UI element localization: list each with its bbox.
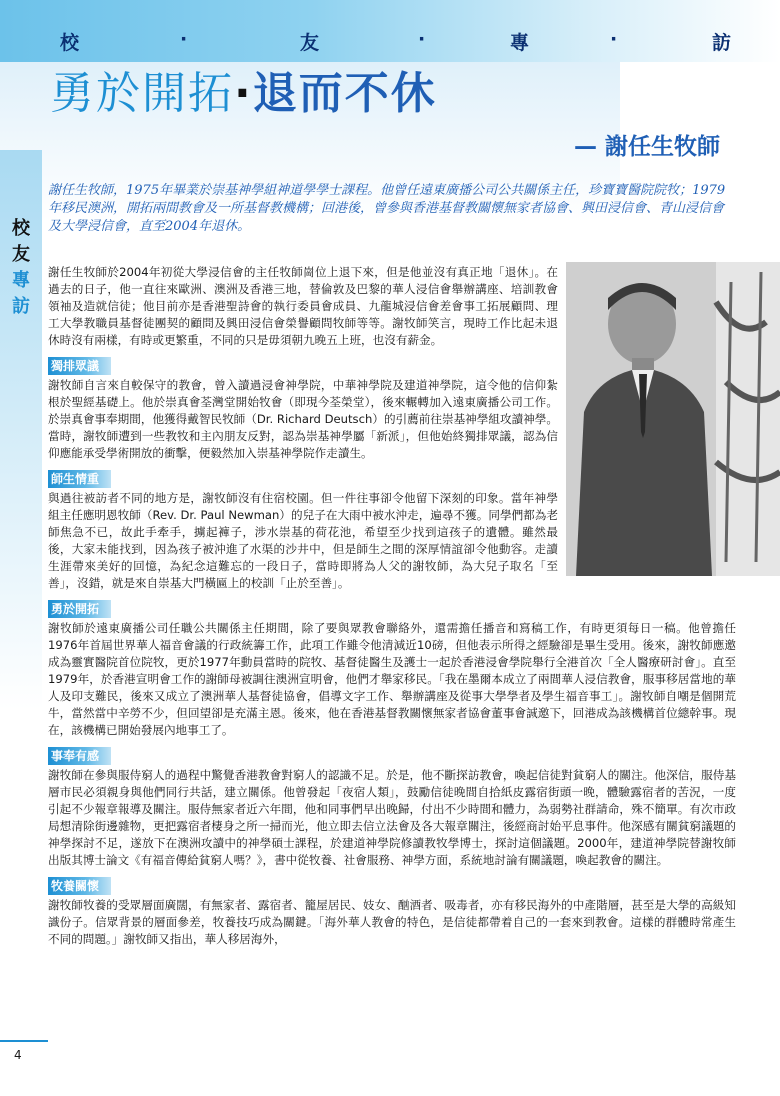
section-heading: 事奉有感 <box>48 747 111 765</box>
article-body <box>48 264 736 948</box>
section-paragraph: 謝牧師自言來自較保守的教會，曾入讀過浸會神學院，中華神學院及建道神學院，這令他的信仰紮根於聖經基礎上。他於崇真會荃灣堂開始牧會（即現今荃榮堂），後來輾轉加入遠東廣播公司工作。於崇真會事奉期間，他獲得戴智民牧師（Dr. Richard Deutsch）的引薦前往崇基神學組攻讀神學。當時，謝牧師遭到一些教牧和主內朋友反對，認為崇基神學屬「新派」，但他始終獨排眾議，認為信仰應能承受學術開放的衝擊，便毅然加入崇基神學院作走讀生。 <box>48 378 558 460</box>
section-heading: 牧養關懷 <box>48 877 111 895</box>
article-intro-paragraph: 謝任生牧師於2004年初從大學浸信會的主任牧師崗位上退下來，但是他並沒有真正地「退休」。在過去的日子，他一直往來歐洲、澳洲及香港三地，替倫敦及巴黎的華人浸信會舉辦講座、培訓教會領袖及造就信徒；他目前亦是香港聖詩會的執行委員會成員、九龍城浸信會差會事工拓展顧問、理工大學教職員基督徒團契的顧問及興田浸信會榮譽顧問牧師等等。謝牧師笑言，現時工作比起未退休時沒有兩樣，有時或更繁重，不同的只是毋須朝九晚五上班，也沒有薪金。 <box>48 265 558 347</box>
section-paragraph: 謝牧師在參與服侍窮人的過程中驚覺香港教會對窮人的認識不足。於是，他不斷探訪教會，喚起信徒對貧窮人的關注。他深信，服侍基層市民必須親身與他們同行共話，建立關係。他曾發起「夜宿人類」，鼓勵信徒晚間自拾紙皮露宿街頭一晚，體驗露宿者的苦況，一度引起不少報章報導及關注。服侍無家者近六年間，他和同事們早出晚歸，付出不少時間和體力，為弱勢社群請命，殊不簡單。有次市政局想清除街邊雜物，更把露宿者棲身之所一掃而光，他立即去信立法會及各大報章關注，後經商討始平息事件。他深感有關貧窮議題的神學探討不足，遂放下在澳洲攻讀中的神學碩士課程，於建道神學院修讀教牧學博士，探討這個議題。2000年，建道神學院替謝牧師出版其博士論文《有福音傳給貧窮人嗎？》，書中從牧養、社會服務、神學方面，系統地討論有關議題，喚起教會的關注。 <box>48 768 736 867</box>
column-title-char: 校 <box>60 32 80 54</box>
article-subtitle: — 謝任生牧師 <box>573 134 720 160</box>
intro-paragraph: 謝任生牧師，1975年畢業於崇基神學組神道學學士課程。他曾任遠東廣播公司公共關係主任，珍寶寶醫院院牧；1979年移民澳洲，開拓兩間教會及一所基督教機構；回港後，曾參與香港基督教關懷無家者協會、興田浸信會、青山浸信會及大學浸信會，直至2004年退休。 <box>48 183 726 234</box>
column-title <box>0 28 780 52</box>
column-title-dot: · <box>418 28 426 50</box>
page-number: 4 <box>14 1048 22 1062</box>
column-title-dot: · <box>610 28 618 50</box>
side-label-char: 友 <box>12 244 30 265</box>
side-label-char: 訪 <box>12 296 30 317</box>
column-title-char: 訪 <box>712 32 732 54</box>
side-label-char: 校 <box>12 218 30 239</box>
section-paragraph: 謝牧師牧養的受眾層面廣闊，有無家者、露宿者、籠屋居民、妓女、酗酒者、吸毒者，亦有移民海外的中產階層，甚至是大學的高級知識份子。信眾背景的層面參差，牧養技巧成為關鍵。「海外華人教會的特色，是信徒都帶着自己的一套來到教會。這樣的群體時常產生不同的問題。」謝牧師又指出，華人移居海外， <box>48 898 736 946</box>
section-paragraph: 謝牧師於遠東廣播公司任職公共關係主任期間，除了要與眾教會聯絡外，還需擔任播音和寫稿工作，有時更須每日一稿。他曾擔任1976年首屆世界華人福音會議的行政統籌工作，此項工作雖令他清減近10磅，但他表示所得之經驗卻是畢生受用。後來，謝牧師應邀成為靈實醫院首位院牧，更於1977年動員當時的院牧、基督徒醫生及護士一起於香港浸會學院舉行全港首次「全人醫療研討會」。直至1979年，於香港宣明會工作的謝師母被調往澳洲宣明會，他們才舉家移民。「我在墨爾本成立了兩間華人浸信教會，服事移居當地的華人及印支難民，後來又成立了澳洲華人基督徒協會，倡導文字工作、舉辦講座及從事大學學者及學生福音事工」。謝牧師自嘲是個開荒牛，當然當中辛勞不少，但回望卻是充滿主恩。後來，他在香港基督教關懷無家者協會董事會誠邀下，回港成為該機構首位總幹事。現在，該機構已開始發展內地事工了。 <box>48 621 736 737</box>
title-part-2: 退而不休 <box>252 68 437 119</box>
page-number-rule <box>0 1040 48 1042</box>
column-title-char: 專 <box>510 32 530 54</box>
section-heading: 師生情重 <box>48 470 111 488</box>
side-label-char: 專 <box>12 270 30 291</box>
section-paragraph: 與過往被訪者不同的地方是，謝牧師沒有住宿校園。但一件往事卻令他留下深刻的印象。當年神學組主任應明恩牧師（Rev. Dr. Paul Newman）的兒子在大雨中被水沖走，遍尋不獲。同學們都為老師焦急不已，故此手牽手，擄起褲子，涉水崇基的荷花池，希望至少找到這孩子的遺體。雖然最後，大家未能找到，因為孩子被沖進了水渠的沙井中，但是師生之間的深厚情誼卻令他動容。走讀生涯帶來美好的回憶，為紀念這難忘的一段日子，當時即將為人父的謝牧師，為大兒子取名「至善」，沒錯，就是來自崇基大門橫匾上的校訓「止於至善」。 <box>48 491 558 590</box>
title-dot: · <box>234 68 253 119</box>
section-heading: 獨排眾議 <box>48 357 111 375</box>
section-heading: 勇於開拓 <box>48 600 111 618</box>
article-title <box>50 64 437 124</box>
side-label <box>8 216 34 320</box>
title-part-1: 勇於開拓 <box>50 68 234 119</box>
column-title-char: 友 <box>300 32 320 54</box>
column-title-dot: · <box>180 28 188 50</box>
